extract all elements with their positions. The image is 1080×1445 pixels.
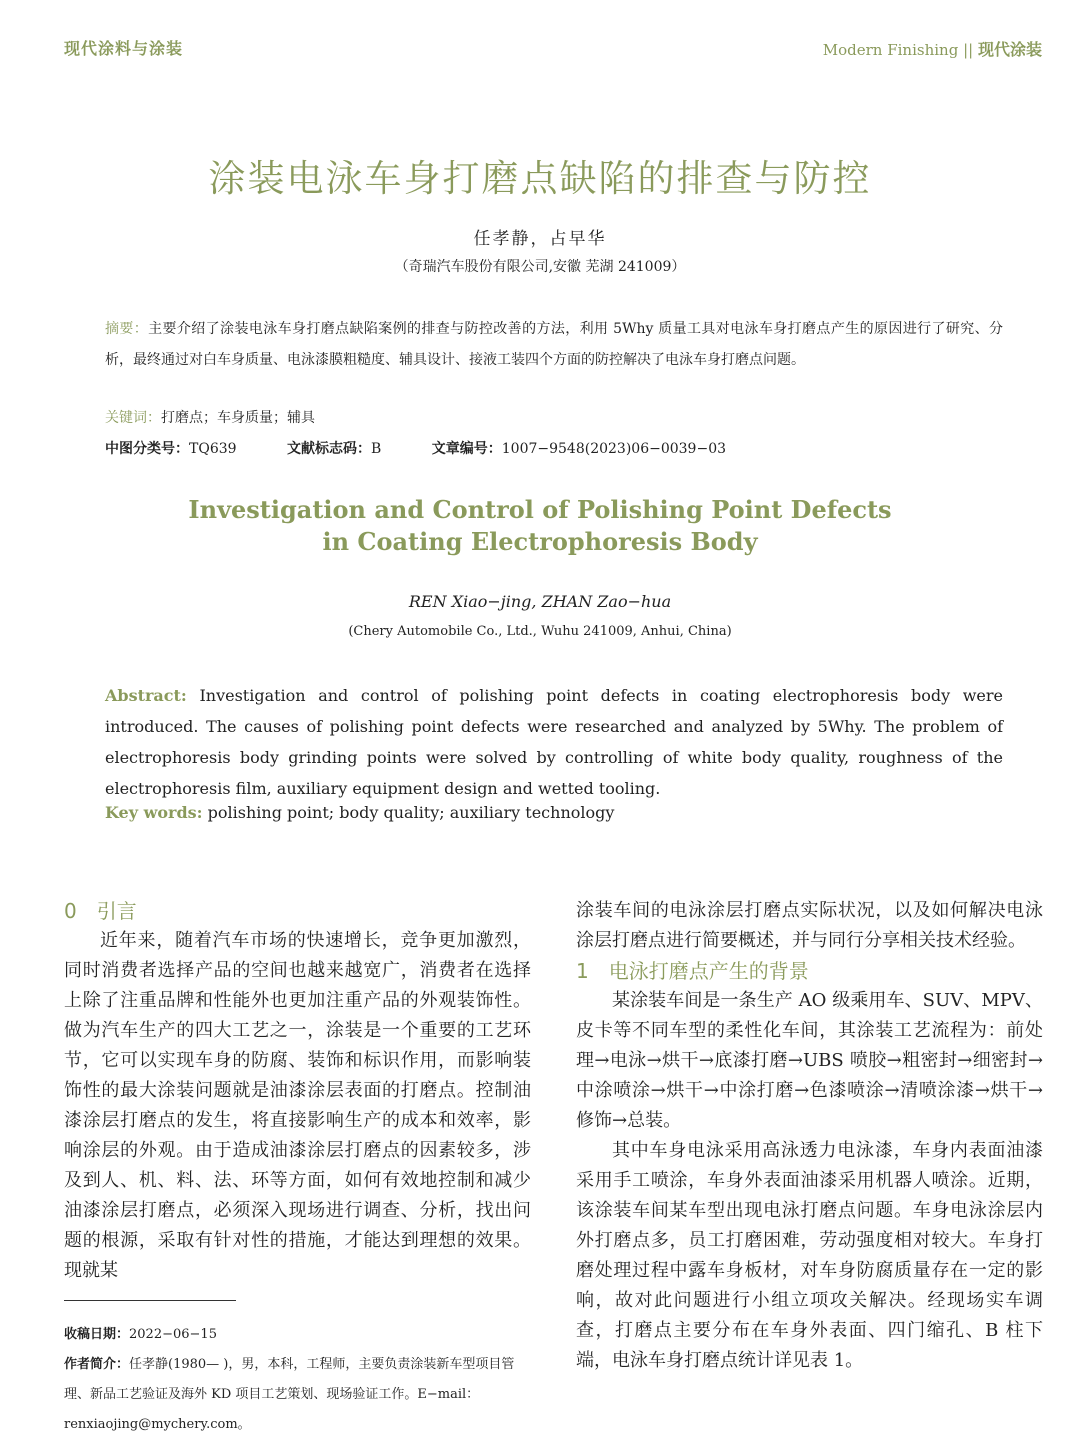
abstract-cn bbox=[105, 314, 1003, 376]
abstract-en-label: Abstract: bbox=[105, 686, 187, 705]
authors-en: REN Xiao−jing, ZHAN Zao−hua bbox=[408, 592, 672, 611]
doc-code-value: B bbox=[371, 441, 382, 457]
section-0-continuation: 涂装车间的电泳涂层打磨点实际状况，以及如何解决电泳涂层打磨点进行简要概述，并与同行分享相关技术经验。 bbox=[576, 900, 1043, 951]
received-label: 收稿日期： bbox=[64, 1327, 130, 1342]
section-1-paragraph-2: 其中车身电泳采用高泳透力电泳漆，车身内表面油漆采用手工喷涂，车身外表面油漆采用机器人喷涂。近期，该涂装车间某车型出现电泳打磨点问题。车身电泳涂层内外打磨点多，员工打磨困难，劳动强度相对较大。车身打磨处理过程中露车身板材，对车身防腐质量存在一定的影响，故对此问题进行小组立项攻关解决。经现场实车调查，打磨点主要分布在车身外表面、四门缩孔、B 柱下端，电泳车身打磨点统计详见表 1。 bbox=[576, 1140, 1043, 1371]
affiliation-cn: （奇瑞汽车股份有限公司,安徽 芜湖 241009） bbox=[394, 259, 686, 275]
journal-name-short: 现代涂装 bbox=[977, 40, 1042, 59]
authors-cn: 任孝静，占早华 bbox=[473, 229, 607, 249]
received-date bbox=[64, 1320, 534, 1350]
keywords-en-text: polishing point; body quality; auxiliary technology bbox=[202, 803, 615, 822]
paper-title-en-line2: in Coating Electrophoresis Body bbox=[322, 527, 758, 556]
keywords-cn-label: 关键词： bbox=[105, 410, 161, 426]
bio-text: 任孝静(1980— )，男，本科，工程师，主要负责涂装新车型项目管理、新品工艺验证及海外 KD 项目工艺策划、现场验证工作。E−mail：renxiaojing@mychery.com。 bbox=[64, 1357, 515, 1432]
journal-name-en: Modern Finishing bbox=[822, 41, 959, 59]
paper-title-cn: 涂装电泳车身打磨点缺陷的排查与防控 bbox=[208, 157, 872, 200]
section-0-paragraph: 近年来，随着汽车市场的快速增长，竞争更加激烈，同时消费者选择产品的空间也越来越宽广，消费者在选择上除了注重品牌和性能外也更加注重产品的外观装饰性。做为汽车生产的四大工艺之一，涂装是一个重要的工艺环节，它可以实现车身的防腐、装饰和标识作用，而影响装饰性的最大涂装问题就是油漆涂层表面的打磨点。控制油漆涂层打磨点的发生，将直接影响生产的成本和效率，影响涂层的外观。由于造成油漆涂层打磨点的因素较多，涉及到人、机、料、法、环等方面，如何有效地控制和减少油漆涂层打磨点，必须深入现场进行调查、分析，找出问题的根源，采取有针对性的措施，才能达到理想的效果。现就某 bbox=[64, 930, 531, 1281]
affiliation-en: (Chery Automobile Co., Ltd., Wuhu 241009, Anhui, China) bbox=[348, 624, 732, 639]
author-bio bbox=[64, 1350, 534, 1440]
footnote-divider bbox=[64, 1300, 236, 1301]
abstract-en bbox=[105, 680, 1003, 804]
keywords-cn-text: 打磨点；车身质量；辅具 bbox=[161, 410, 315, 426]
keywords-en bbox=[105, 803, 614, 822]
section-1-heading: 1 电泳打磨点产生的背景 bbox=[576, 959, 809, 983]
journal-name: 现代涂料与涂装 bbox=[64, 39, 184, 58]
received-value: 2022−06−15 bbox=[129, 1327, 217, 1342]
running-header bbox=[823, 37, 1042, 60]
body-column-left bbox=[64, 896, 531, 1286]
abstract-cn-label: 摘要： bbox=[105, 321, 149, 337]
paper-title-en-line1: Investigation and Control of Polishing Point Defects bbox=[188, 495, 892, 524]
section-1-paragraph-1: 某涂装车间是一条生产 AO 级乘用车、SUV、MPV、皮卡等不同车型的柔性化车间，其涂装工艺流程为：前处理→电泳→烘干→底漆打磨→UBS 喷胶→粗密封→细密封→中涂喷涂→烘干→中涂打磨→色漆喷涂→清喷涂漆→烘干→修饰→总装。 bbox=[576, 990, 1043, 1131]
article-no-value: 1007−9548(2023)06−0039−03 bbox=[501, 441, 727, 457]
header-separator: || bbox=[963, 41, 974, 59]
abstract-cn-text: 主要介绍了涂装电泳车身打磨点缺陷案例的排查与防控改善的方法，利用 5Why 质量工具对电泳车身打磨点产生的原因进行了研究、分析，最终通过对白车身质量、电泳漆膜粗糙度、辅具设计、接液工装四个方面的防控解决了电泳车身打磨点问题。 bbox=[105, 321, 1004, 368]
classification-row bbox=[105, 438, 1005, 458]
clc-value: TQ639 bbox=[189, 441, 237, 457]
doc-code-label: 文献标志码： bbox=[287, 441, 371, 457]
section-0-heading: 0 引言 bbox=[64, 899, 137, 923]
paper-title-en bbox=[0, 494, 1080, 558]
article-no-label: 文章编号： bbox=[431, 441, 502, 457]
keywords-cn bbox=[105, 407, 315, 427]
body-column-right bbox=[576, 896, 1043, 1376]
bio-label: 作者简介： bbox=[64, 1357, 130, 1372]
keywords-en-label: Key words: bbox=[105, 803, 203, 822]
abstract-en-text: Investigation and control of polishing point defects in coating electrophoresis body were introduced. The causes of polishing point defects were researched and analyzed by 5Why. The problem of electrophoresis body grinding points were solved by controlling of white body quality, roughness of the electrophoresis film, auxiliary equipment design and wetted tooling. bbox=[105, 686, 1003, 798]
clc-label: 中图分类号： bbox=[105, 441, 189, 457]
footnotes bbox=[64, 1320, 534, 1440]
